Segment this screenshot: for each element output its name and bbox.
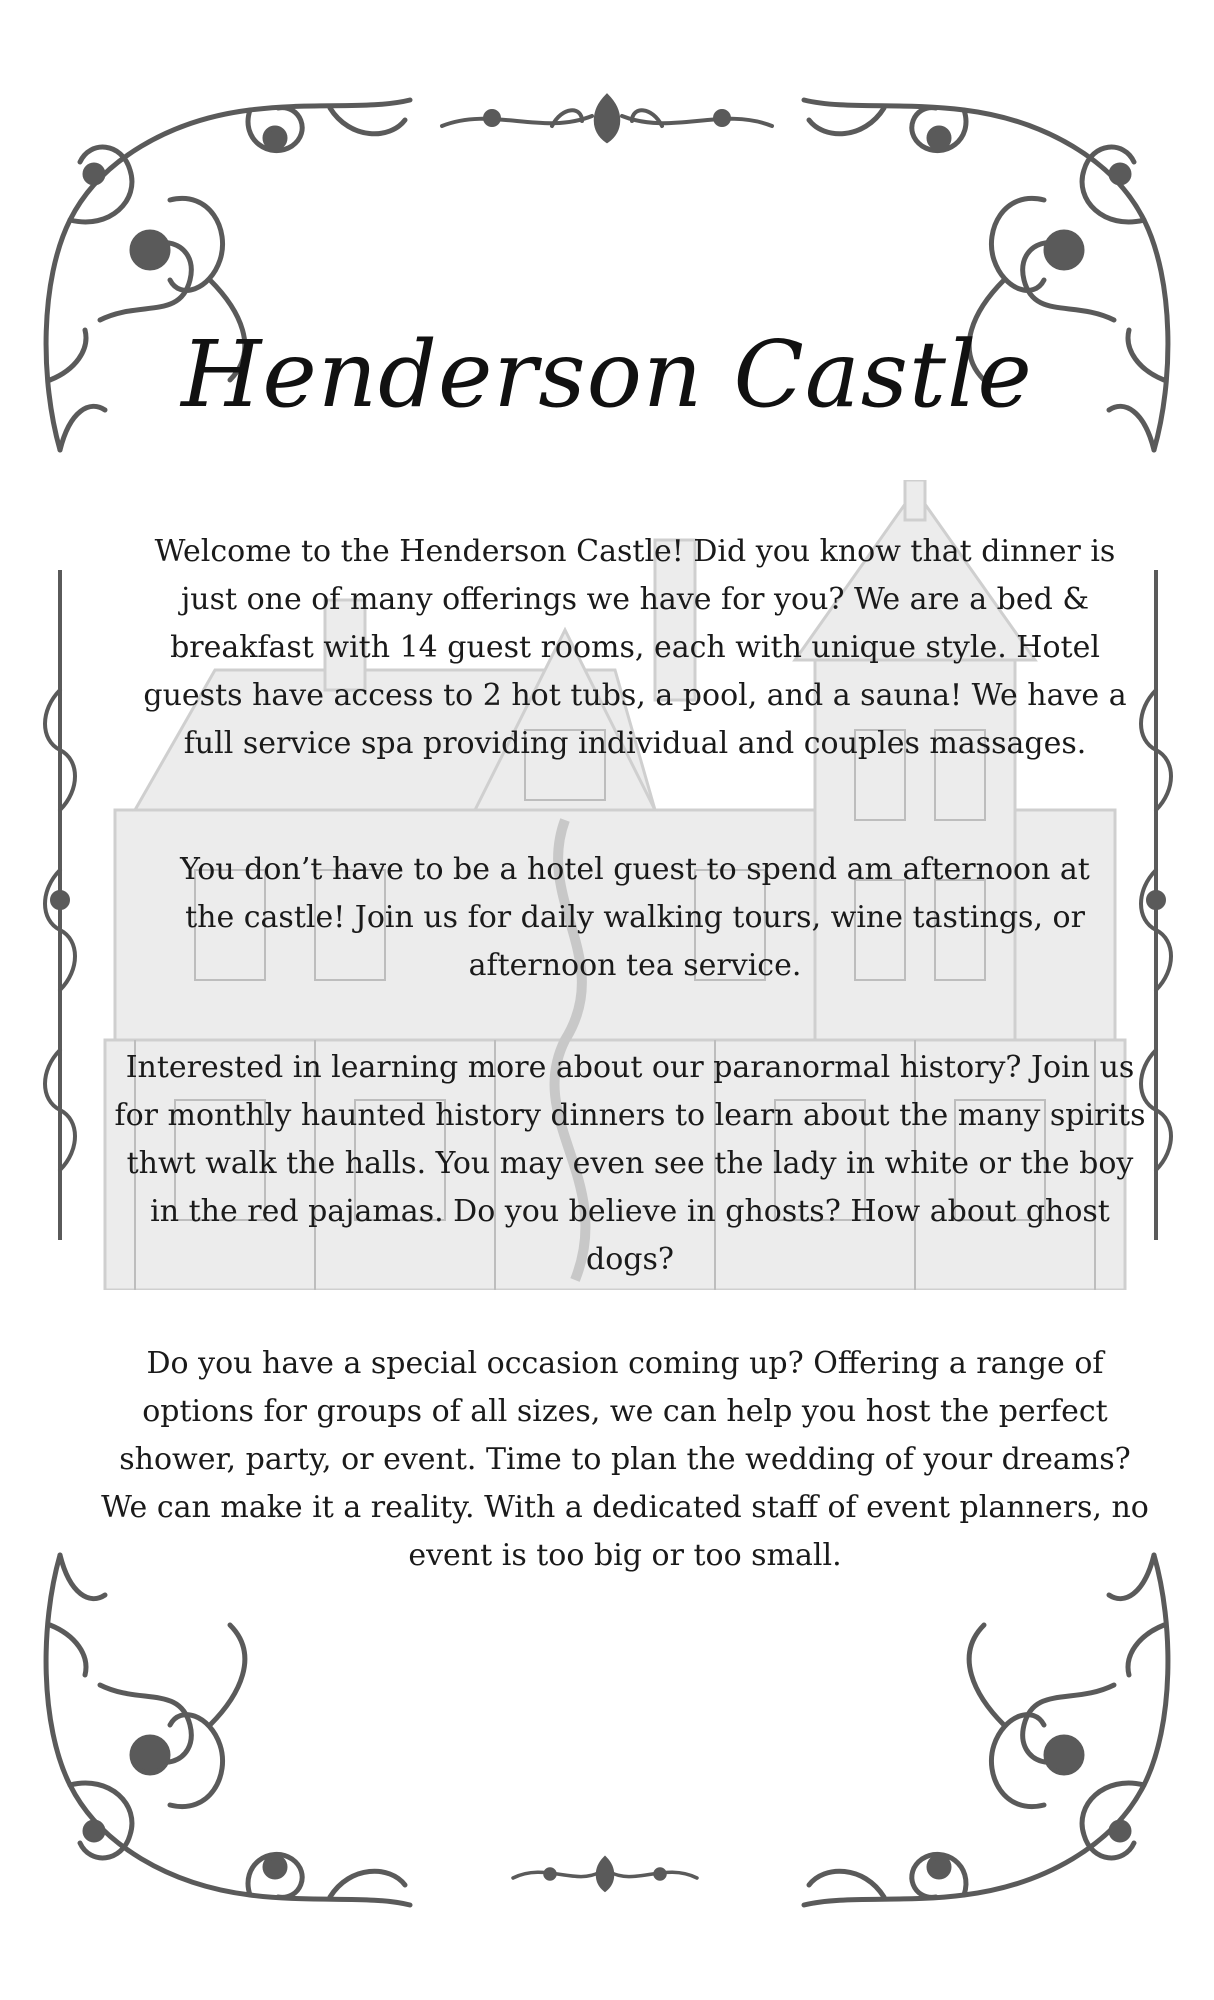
vertical-scroll-border-left <box>40 570 80 1240</box>
welcome-paragraph: Welcome to the Henderson Castle! Did you know that dinner is just one of many offerings we have for you? We are a bed & breakfast with 14 guest rooms, each with unique style. Hotel guests have access to 2 hot tubs, a pool, and a sauna! We have a full service spa providing individual and couples massages. <box>143 534 1127 761</box>
floral-corner-ornament-bottom-left <box>30 1545 420 1925</box>
day-visit-paragraph: You don’t have to be a hotel guest to spend am afternoon at the castle! Join us for daily walking tours, wine tastings, or afternoon tea service. <box>180 852 1090 983</box>
paranormal-paragraph: Interested in learning more about our paranormal history? Join us for monthly haunted history dinners to learn about the many spirits thwt walk the halls. You may even see the lady in white or the boy in the red pajamas. Do you believe in ghosts? How about ghost dogs? <box>114 1050 1146 1277</box>
page-title: Henderson Castle <box>181 321 1033 428</box>
events-paragraph: Do you have a special occasion coming up? Offering a range of options for groups of all sizes, we can help you host the perfect shower, party, or event. Time to plan the wedding of your dreams? We can make it a reality. With a dedicated staff of event planners, no event is too big or too small. <box>101 1346 1149 1573</box>
scroll-flourish-bottom <box>505 1850 705 1895</box>
floral-corner-ornament-bottom-right <box>794 1545 1184 1925</box>
scroll-flourish-top <box>432 86 782 146</box>
